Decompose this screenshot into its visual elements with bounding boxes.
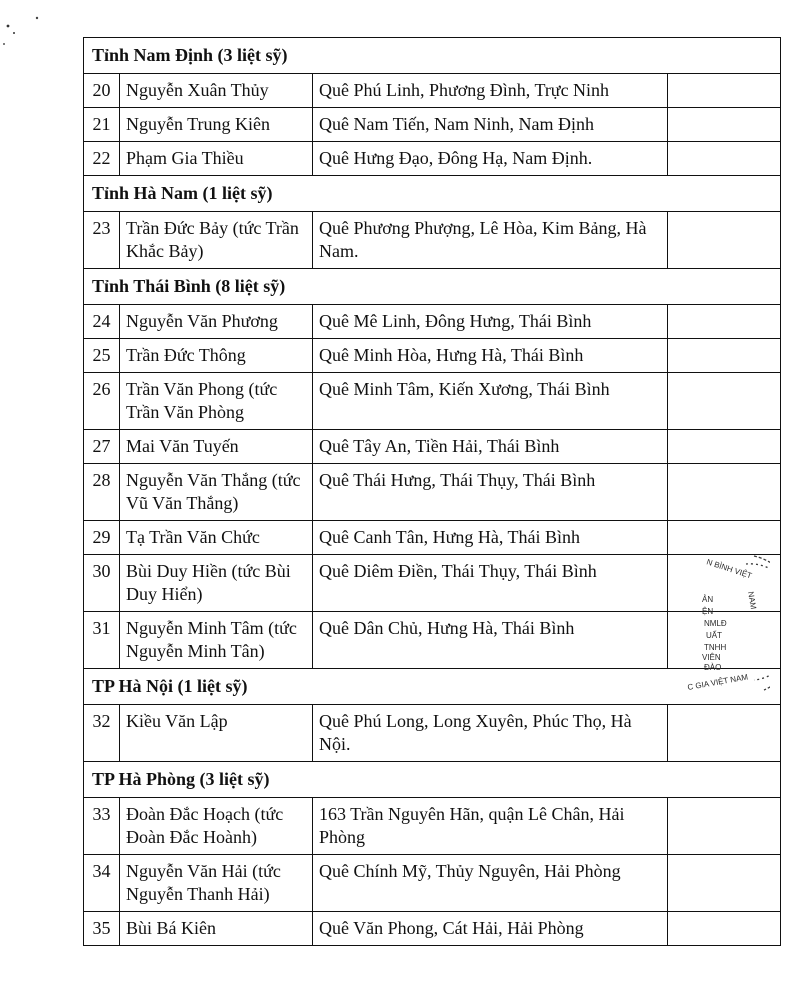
row-number: 27	[84, 430, 120, 464]
martyr-name: Bùi Duy Hiền (tức Bùi Duy Hiển)	[120, 555, 313, 612]
group-title: TP Hà Phòng (3 liệt sỹ)	[84, 762, 781, 798]
row-number: 24	[84, 305, 120, 339]
official-seal	[684, 550, 770, 700]
martyr-name: Tạ Trần Văn Chức	[120, 521, 313, 555]
row-number: 30	[84, 555, 120, 612]
group-title: Tỉnh Hà Nam (1 liệt sỹ)	[84, 176, 781, 212]
notes-cell	[668, 212, 781, 269]
notes-cell	[668, 74, 781, 108]
table-row	[84, 373, 781, 430]
hometown-address: Quê Diêm Điền, Thái Thụy, Thái Bình	[313, 555, 668, 612]
martyr-name: Trần Văn Phong (tức Trần Văn Phòng	[120, 373, 313, 430]
svg-text:C GIA VIỆT NAM: C GIA VIỆT NAM	[686, 672, 749, 692]
svg-text:NMLĐ: NMLĐ	[704, 619, 727, 628]
hometown-address: Quê Văn Phong, Cát Hải, Hải Phòng	[313, 912, 668, 946]
table-row	[84, 108, 781, 142]
martyr-name: Nguyễn Xuân Thủy	[120, 74, 313, 108]
hometown-address: Quê Dân Chủ, Hưng Hà, Thái Bình	[313, 612, 668, 669]
group-title: Tỉnh Nam Định (3 liệt sỹ)	[84, 38, 781, 74]
table-row	[84, 612, 781, 669]
martyrs-table	[83, 37, 781, 946]
hometown-address: Quê Tây An, Tiền Hải, Thái Bình	[313, 430, 668, 464]
table-row	[84, 555, 781, 612]
svg-text:ẢN: ẢN	[702, 595, 714, 604]
table-row	[84, 430, 781, 464]
hometown-address: Quê Minh Tâm, Kiến Xương, Thái Bình	[313, 373, 668, 430]
svg-text:VIÊN: VIÊN	[702, 653, 721, 662]
svg-text:TNHH: TNHH	[704, 643, 727, 652]
notes-cell	[668, 373, 781, 430]
group-header-row	[84, 38, 781, 74]
svg-text:ĐÀO: ĐÀO	[704, 663, 722, 672]
group-header-row	[84, 176, 781, 212]
hometown-address: 163 Trần Nguyên Hãn, quận Lê Chân, Hải Phòng	[313, 798, 668, 855]
martyr-name: Nguyễn Văn Hải (tức Nguyễn Thanh Hải)	[120, 855, 313, 912]
group-header-row	[84, 669, 781, 705]
row-number: 28	[84, 464, 120, 521]
hometown-address: Quê Nam Tiến, Nam Ninh, Nam Định	[313, 108, 668, 142]
hometown-address: Quê Phú Long, Long Xuyên, Phúc Thọ, Hà Nội.	[313, 705, 668, 762]
martyrs-table-body	[84, 38, 781, 946]
notes-cell	[668, 430, 781, 464]
group-title: Tỉnh Thái Bình (8 liệt sỹ)	[84, 269, 781, 305]
hometown-address: Quê Thái Hưng, Thái Thụy, Thái Bình	[313, 464, 668, 521]
group-header-row	[84, 762, 781, 798]
table-row	[84, 305, 781, 339]
row-number: 33	[84, 798, 120, 855]
row-number: 23	[84, 212, 120, 269]
martyr-name: Mai Văn Tuyến	[120, 430, 313, 464]
notes-cell	[668, 339, 781, 373]
group-title: TP Hà Nội (1 liệt sỹ)	[84, 669, 781, 705]
notes-cell	[668, 464, 781, 521]
table-row	[84, 798, 781, 855]
hometown-address: Quê Phương Phượng, Lê Hòa, Kim Bảng, Hà Nam.	[313, 212, 668, 269]
notes-cell	[668, 912, 781, 946]
martyr-name: Trần Đức Bảy (tức Trần Khắc Bảy)	[120, 212, 313, 269]
martyr-name: Bùi Bá Kiên	[120, 912, 313, 946]
table-row	[84, 74, 781, 108]
martyr-name: Phạm Gia Thiều	[120, 142, 313, 176]
table-row	[84, 142, 781, 176]
group-header-row	[84, 269, 781, 305]
notes-cell	[668, 705, 781, 762]
row-number: 26	[84, 373, 120, 430]
notes-cell	[668, 798, 781, 855]
martyr-name: Đoàn Đắc Hoạch (tức Đoàn Đắc Hoành)	[120, 798, 313, 855]
row-number: 25	[84, 339, 120, 373]
table-row	[84, 855, 781, 912]
notes-cell	[668, 142, 781, 176]
row-number: 29	[84, 521, 120, 555]
martyr-name: Kiều Văn Lập	[120, 705, 313, 762]
row-number: 31	[84, 612, 120, 669]
notes-cell	[668, 855, 781, 912]
svg-text:N BÌNH VIỆT: N BÌNH VIỆT	[705, 557, 753, 581]
martyr-name: Nguyễn Văn Thắng (tức Vũ Văn Thắng)	[120, 464, 313, 521]
row-number: 21	[84, 108, 120, 142]
notes-cell	[668, 108, 781, 142]
table-row	[84, 464, 781, 521]
row-number: 32	[84, 705, 120, 762]
table-row	[84, 912, 781, 946]
hometown-address: Quê Mê Linh, Đông Hưng, Thái Bình	[313, 305, 668, 339]
svg-text:NAM: NAM	[746, 590, 758, 610]
row-number: 22	[84, 142, 120, 176]
martyr-name: Nguyễn Văn Phương	[120, 305, 313, 339]
hometown-address: Quê Canh Tân, Hưng Hà, Thái Bình	[313, 521, 668, 555]
table-row	[84, 705, 781, 762]
row-number: 20	[84, 74, 120, 108]
table-row	[84, 212, 781, 269]
notes-cell	[668, 305, 781, 339]
martyr-name: Nguyễn Minh Tâm (tức Nguyễn Minh Tân)	[120, 612, 313, 669]
hometown-address: Quê Chính Mỹ, Thủy Nguyên, Hải Phòng	[313, 855, 668, 912]
hometown-address: Quê Minh Hòa, Hưng Hà, Thái Bình	[313, 339, 668, 373]
table-row	[84, 521, 781, 555]
row-number: 35	[84, 912, 120, 946]
martyr-name: Nguyễn Trung Kiên	[120, 108, 313, 142]
row-number: 34	[84, 855, 120, 912]
svg-text:ỆN: ỆN	[702, 607, 714, 616]
martyr-name: Trần Đức Thông	[120, 339, 313, 373]
table-row	[84, 339, 781, 373]
hometown-address: Quê Phú Linh, Phương Đình, Trực Ninh	[313, 74, 668, 108]
svg-text:UẤT: UẤT	[706, 631, 722, 640]
hometown-address: Quê Hưng Đạo, Đông Hạ, Nam Định.	[313, 142, 668, 176]
